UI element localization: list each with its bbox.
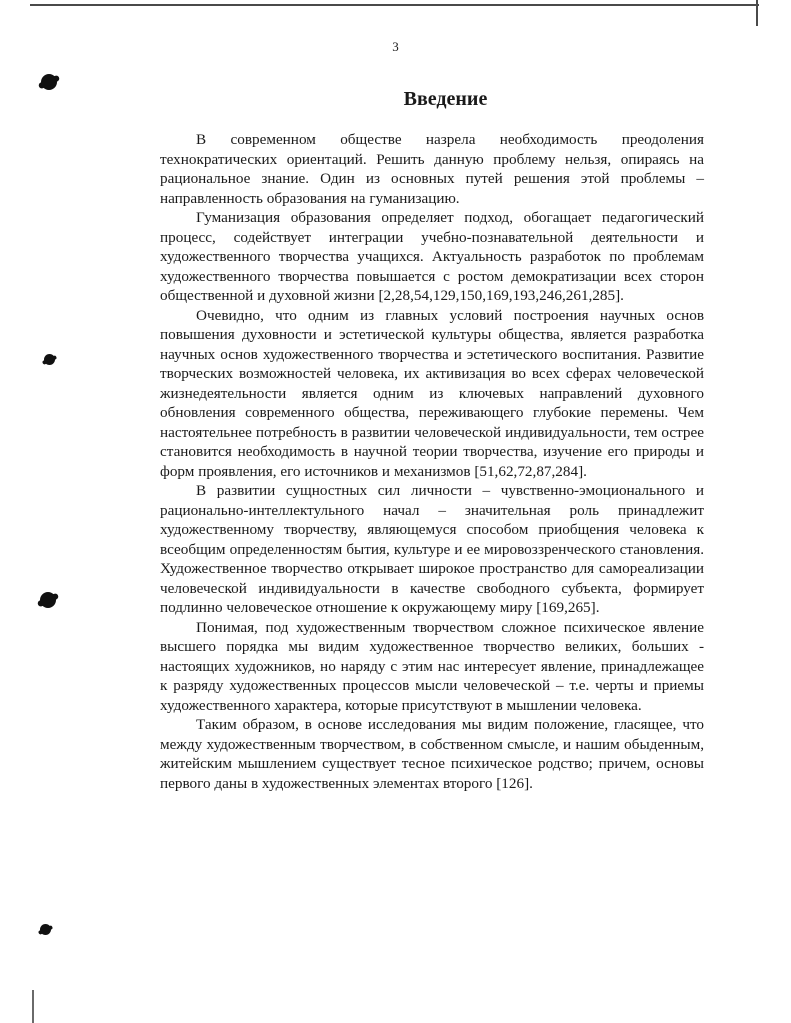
paragraph: Очевидно, что одним из главных условий построения научных основ повышения духовности и эстетической культуры общества, является разработка научных основ художественного творчества и эстетического воспитания. Развитие творческих возможностей человека, их активизация во всех сферах человеческой жизнедеятельности является одним из ключевых направлений духовного обновления современного общества, переживающего глубокие перемены. Чем настоятельнее потребность в развитии человеческой индивидуальности, тем острее становится необходимость в научной теории творчества, изучение его природы и форм проявления, его источников и механизмов [51,62,72,87,284]. bbox=[160, 306, 704, 480]
paragraph: Понимая, под художественным творчеством сложное психическое явление высшего порядка мы видим художественное творчество великих, больших - настоящих художников, но наряду с этим нас интересует явление, принадлежащее к разряду художественных процессов мысли человеческой – т.е. черты и приемы художественного характера, которые присутствуют в мышлении человека. bbox=[160, 618, 704, 714]
scan-edge-left bbox=[32, 990, 34, 1023]
binder-hole-mark bbox=[40, 924, 51, 935]
paragraph: Таким образом, в основе исследования мы видим положение, гласящее, что между художественным творчеством, в собственном смысле, и нашим обыденным, житейским мышлением существует тесное психическое родство; причем, основы первого даны в художественных элементах второго [126]. bbox=[160, 716, 704, 792]
paragraph: В современном обществе назрела необходимость преодоления технократических ориентаций. Решить данную проблему нельзя, опираясь на рациональное знание. Один из основных путей решения этой проблемы – направленность образования на гуманизацию. bbox=[160, 131, 704, 207]
paragraph: В развитии сущностных сил личности – чувственно-эмоционального и рационально-интеллектульного начал – значительная роль принадлежит художественному творчеству, являющемуся способом приобщения человека к всеобщим определенностям бытия, культуре и ее мировоззренческого становления. Художественное творчество открывает широкое пространство для самореализации человеческой индивидуальности в качестве свободного субъекта, формирует подлинно человеческое отношение к окружающему миру [169,265]. bbox=[160, 482, 704, 616]
page-title: Введение bbox=[403, 88, 488, 110]
binder-hole-mark bbox=[40, 592, 56, 608]
binder-hole-mark bbox=[44, 354, 55, 365]
paragraph: Гуманизация образования определяет подход, обогащает педагогический процесс, содействует интеграции учебно-познавательной деятельности и художественного творчества учащихся. Актуальность разработок по проблемам художественного творчества повышается с ростом демократизации всех сторон общественной и духовной жизни [2,28,54,129,150,169,193,246,261,285]. bbox=[160, 209, 704, 304]
scan-edge-corner bbox=[756, 0, 758, 26]
body-text bbox=[160, 130, 704, 793]
scan-edge-top bbox=[30, 4, 759, 6]
page-number: 3 bbox=[392, 39, 399, 54]
